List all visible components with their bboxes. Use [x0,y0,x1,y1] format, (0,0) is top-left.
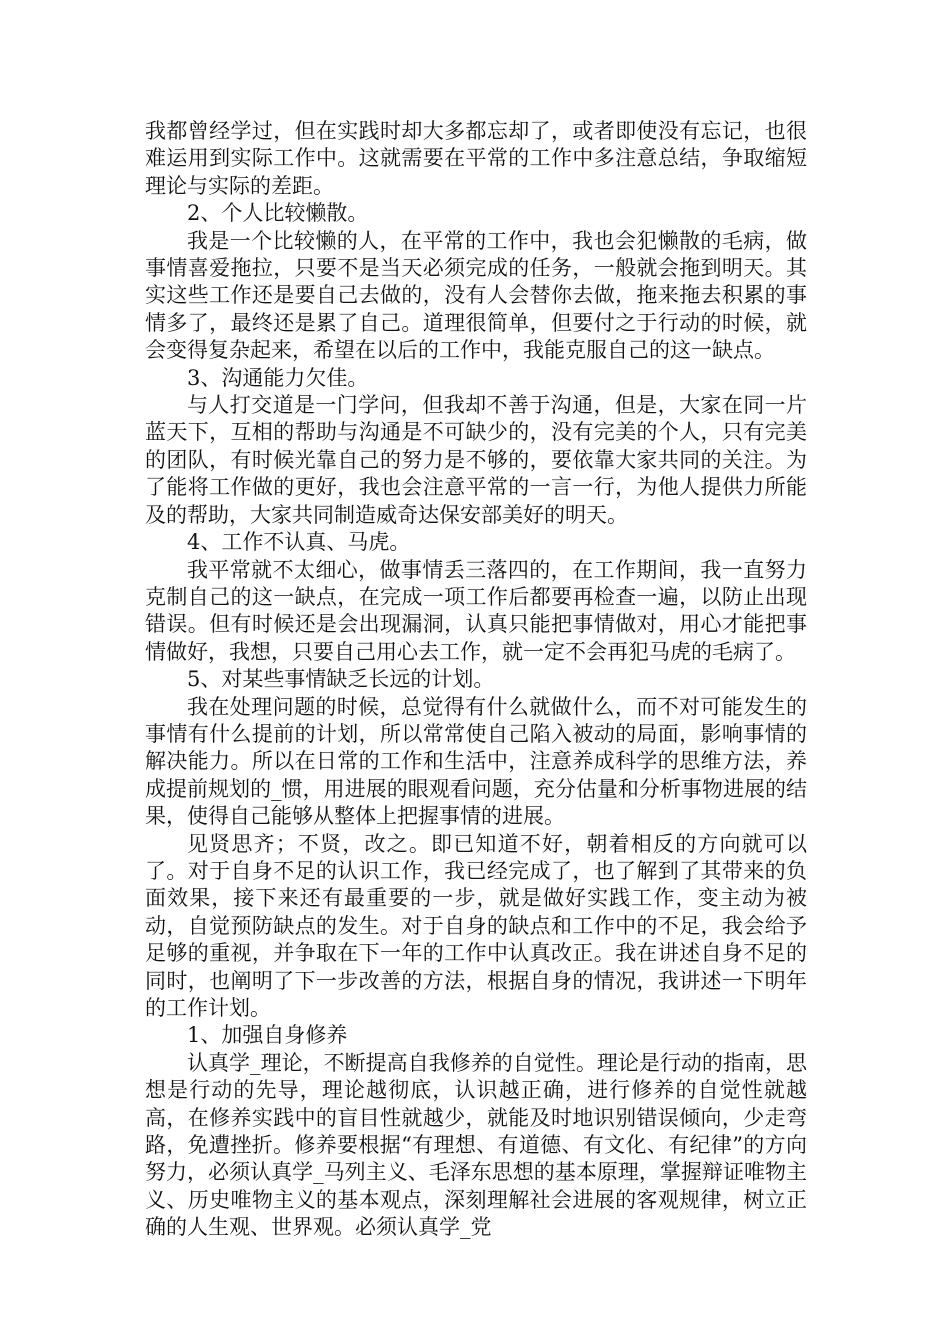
paragraph-planning: 我在处理问题的时候，总觉得有什么就做什么，而不对可能发生的事情有什么提前的计划，所以常常使自己陷入被动的局面，影响事情的解决能力。所以在日常的工作和生活中，注意养成科学的思维方法，养成提前规划的_惯，用进展的眼观看问题，充分估量和分析事物进展的结果，使得自己能够从整体上把握事情的进展。 [145,694,807,829]
paragraph-self-cultivation: 认真学_理论，不断提高自我修养的自觉性。理论是行动的指南，思想是行动的先导，理论越彻底，认识越正确，进行修养的自觉性就越高，在修养实践中的盲目性就越少，就能及时地识别错误倾向，少走弯路，免遭挫折。修养要根据“有理想、有道德、有文化、有纪律”的方向努力，必须认真学_马列主义、毛泽东思想的基本原理，掌握辩证唯物主义、历史唯物主义的基本观点，深刻理解社会进展的客观规律，树立正确的人生观、世界观。必须认真学_党 [145,1050,807,1240]
heading-item-2: 2、个人比较懒散。 [187,201,369,226]
heading-plan-1: 1、加强自身修养 [187,1023,348,1048]
paragraph-communication: 与人打交道是一门学问，但我却不善于沟通，但是，大家在同一片蓝天下，互相的帮助与沟通是不可缺少的，没有完美的个人，只有完美的团队，有时候光靠自己的努力是不够的，要依靠大家共同的关注。为了能将工作做的更好，我也会注意平常的一言一行，为他人提供力所能及的帮助，大家共同制造威奇达保安部美好的明天。 [145,393,807,527]
paragraph-intro: 我都曾经学过，但在实践时却大多都忘却了，或者即使没有忘记，也很难运用到实际工作中。这就需要在平常的工作中多注意总结，争取缩短理论与实际的差距。 [145,119,807,198]
document-body [145,118,807,1242]
paragraph-laziness: 我是一个比较懒的人，在平常的工作中，我也会犯懒散的毛病，做事情喜爱拖拉，只要不是当天必须完成的任务，一般就会拖到明天。其实这些工作还是要自己去做的，没有人会替你去做，拖来拖去积累的事情多了，最终还是累了自己。道理很简单，但要付之于行动的时候，就会变得复杂起来，希望在以后的工作中，我能克服自己的这一缺点。 [145,228,807,363]
paragraph-summary: 见贤思齐；不贤，改之。即已知道不好，朝着相反的方向就可以了。对于自身不足的认识工作，我已经完成了，也了解到了其带来的负面效果，接下来还有最重要的一步，就是做好实践工作，变主动为被动，自觉预防缺点的发生。对于自身的缺点和工作中的不足，我会给予足够的重视，并争取在下一年的工作中认真改正。我在讲述自身不足的同时，也阐明了下一步改善的方法，根据自身的情况，我讲述一下明年的工作计划。 [145,831,807,1020]
heading-item-3: 3、沟通能力欠佳。 [187,365,369,390]
paragraph-carelessness: 我平常就不太细心，做事情丢三落四的，在工作期间，我一直努力克制自己的这一缺点，在完成一项工作后都要再检查一遍，以防止出现错误。但有时候还是会出现漏洞，认真只能把事情做对，用心才能把事情做好，我想，只要自己用心去工作，就一定不会再犯马虎的毛病了。 [145,557,807,664]
heading-item-4: 4、工作不认真、马虎。 [187,530,411,555]
heading-item-5: 5、对某些事情缺乏长远的计划。 [187,667,495,692]
